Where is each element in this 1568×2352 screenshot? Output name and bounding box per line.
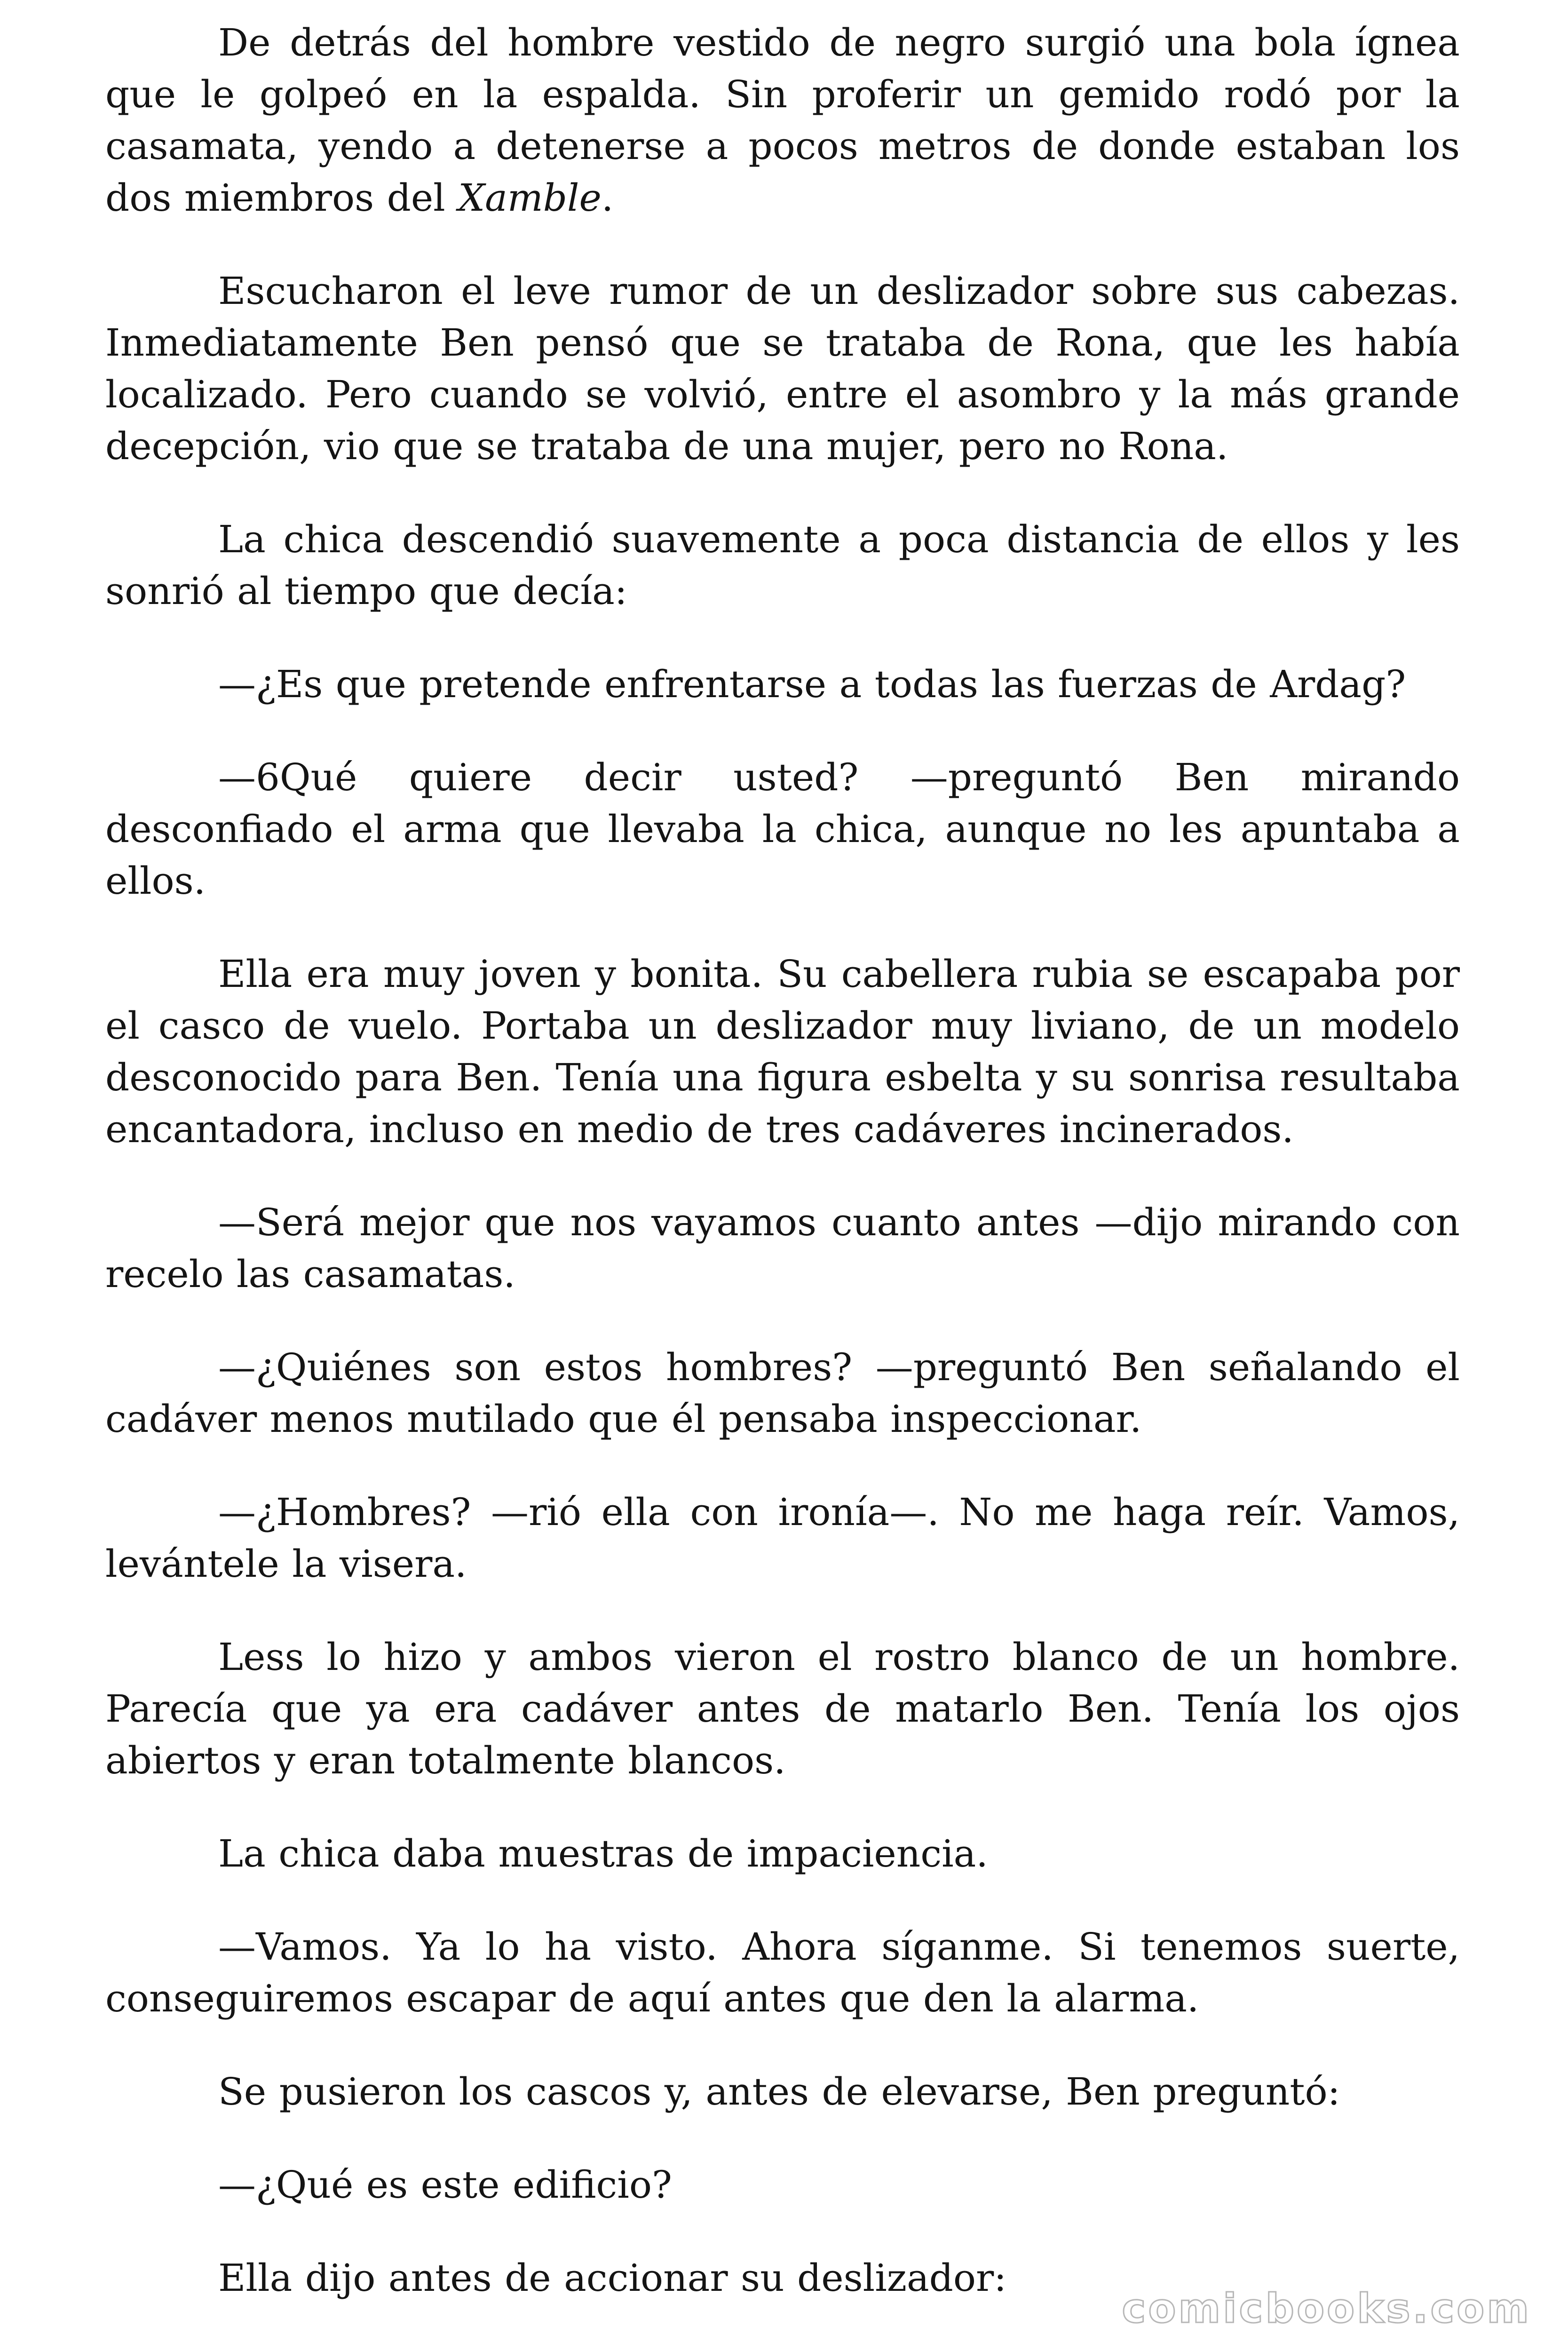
paragraph-13: Se pusieron los cascos y, antes de elevarse, Ben preguntó:	[218, 2070, 1340, 2114]
paragraph-5: —6Qué quiere decir usted? —preguntó Ben mirando desconfiado el arma que llevaba la chica, aunque no les apuntaba a ellos.	[105, 755, 1460, 903]
paragraph-12: —Vamos. Ya lo ha visto. Ahora síganme. Si tenemos suerte, conseguiremos escapar de aquí antes que den la alarma.	[105, 1925, 1460, 2020]
paragraph-15: Ella dijo antes de accionar su deslizador:	[218, 2256, 1007, 2300]
paragraph-8: —¿Quiénes son estos hombres? —preguntó Ben señalando el cadáver menos mutilado que él pensaba inspeccionar.	[105, 1345, 1460, 1441]
paragraph-1	[105, 17, 1460, 224]
paragraph-9: —¿Hombres? —rió ella con ironía—. No me haga reír. Vamos, levántele la visera.	[105, 1490, 1460, 1586]
paragraph-7: —Será mejor que nos vayamos cuanto antes —dijo mirando con recelo las casamatas.	[105, 1200, 1460, 1296]
paragraph-1-end: .	[601, 176, 614, 220]
paragraph-10: Less lo hizo y ambos vieron el rostro blanco de un hombre. Parecía que ya era cadáver antes de matarlo Ben. Tenía los ojos abiertos y eran totalmente blancos.	[105, 1635, 1460, 1782]
paragraph-4: —¿Es que pretende enfrentarse a todas las fuerzas de Ardag?	[218, 662, 1406, 706]
paragraph-2: Escucharon el leve rumor de un deslizador sobre sus cabezas. Inmediatamente Ben pensó que se trataba de Rona, que les había localizado. Pero cuando se volvió, entre el asombro y la más grande decepción, vio que se trataba de una mujer, pero no Rona.	[105, 269, 1460, 468]
page-body	[105, 17, 1460, 2322]
paragraph-3: La chica descendió suavemente a poca distancia de ellos y les sonrió al tiempo que decía:	[105, 517, 1460, 613]
paragraph-1-italic: Xamble	[458, 176, 602, 220]
paragraph-11: La chica daba muestras de impaciencia.	[218, 1832, 988, 1875]
paragraph-1-text: De detrás del hombre vestido de negro surgió una bola ígnea que le golpeó en la espalda. Sin proferir un gemido rodó por la casamata, yendo a detenerse a pocos metros de donde estaban los dos miembros del	[105, 21, 1460, 220]
watermark-logo: comicbooks.com	[1122, 2285, 1531, 2332]
paragraph-14: —¿Qué es este edificio?	[218, 2163, 672, 2207]
paragraph-6: Ella era muy joven y bonita. Su cabellera rubia se escapaba por el casco de vuelo. Portaba un deslizador muy liviano, de un modelo desconocido para Ben. Tenía una figura esbelta y su sonrisa resultaba encantadora, incluso en medio de tres cadáveres incinerados.	[105, 952, 1460, 1151]
